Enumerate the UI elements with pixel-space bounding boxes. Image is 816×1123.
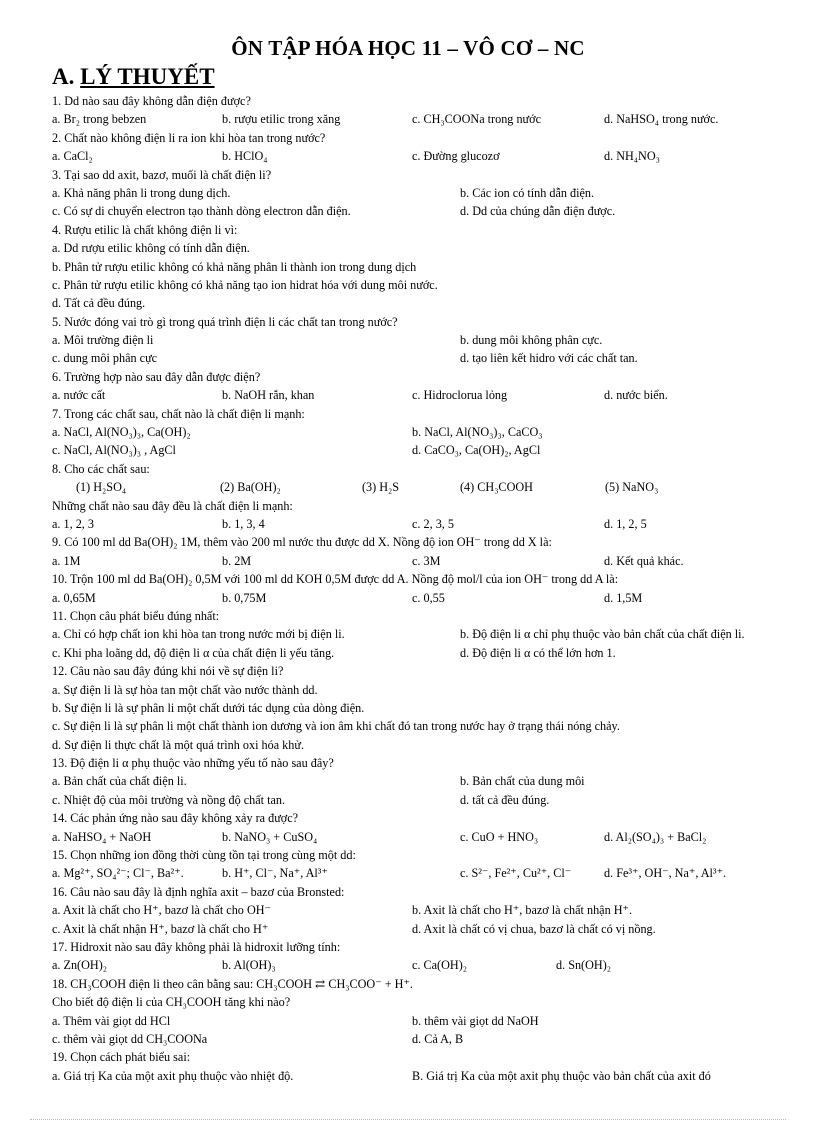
option-left: a. Môi trường điện li [52,333,154,348]
line-text [52,846,797,864]
option-left: a. Chỉ có hợp chất ion khi hòa tan trong nước mới bị điện li. [52,627,345,642]
option-right: d. Độ điện li α có thể lớn hơn 1. [460,645,616,660]
line-half [52,772,797,790]
option-right: b. NaCl, Al(NO₃)₃, CaCO₃ [412,425,543,440]
line-quad [52,589,797,607]
line-text [52,276,797,294]
line-half [52,644,797,662]
line-half [52,184,797,202]
line-text [52,129,797,147]
line-half2 [52,1067,797,1085]
question-line: 17. Hidroxit nào sau đây không phải là hidroxit lưỡng tính: [52,939,341,954]
line-half [52,202,797,220]
line-text [52,681,797,699]
option-right: b. Bản chất của dung môi [460,774,585,789]
question-line: d. Tất cả đều đúng. [52,296,146,311]
question-line: 1. Dd nào sau đây không dẫn điện được? [52,94,251,108]
option-left: a. Khả năng phân li trong dung dịch. [52,185,231,200]
option-a: a. NaHSO₄ + NaOH [52,829,152,844]
option-b: b. NaNO₃ + CuSO₄ [222,829,318,844]
option-right: b. Độ điện li α chỉ phụ thuộc vào bản chất của chất điện li. [460,627,745,642]
option-right: b. Các ion có tính dẫn điện. [460,185,595,200]
option-right: b. Axit là chất cho H⁺, bazơ là chất nhận H⁺. [412,903,632,918]
line-text [52,570,797,588]
option-c: c. CuO + HNO₃ [460,829,539,844]
question-line: 10. Trộn 100 ml dd Ba(OH)₂ 0,5M với 100 ml dd KOH 0,5M được dd A. Nồng độ mol/l của ion OH⁻ trong dd A là: [52,572,619,587]
option-c: c. Đường glucozơ [412,149,500,164]
line-half2 [52,901,797,919]
line-text [52,533,797,551]
option-right: b. thêm vài giọt dd NaOH [412,1013,539,1028]
option-left: a. Axit là chất cho H⁺, bazơ là chất cho OH⁻ [52,903,271,918]
line-half2 [52,423,797,441]
option-left: c. NaCl, Al(NO₃)₃ , AgCl [52,443,176,458]
question-line: 6. Trường hợp nào sau đây dẫn được điện? [52,369,261,384]
line-text [52,736,797,754]
question-line: 13. Độ điện li α phụ thuộc vào những yếu tố nào sau đây? [52,756,334,771]
line-quad [52,110,797,128]
question-line: 18. CH₃COOH điện li theo cân bằng sau: CH₃COOH ⇄ CH₃COO⁻ + H⁺. [52,976,413,991]
option-a: a. CaCl₂ [52,149,93,164]
option-a: a. Zn(OH)₂ [52,958,108,973]
option-b: b. 0,75M [222,590,267,605]
option-d: d. Al₂(SO₄)₃ + BaCl₂ [604,829,707,844]
option-right: B. Giá trị Ka của một axit phụ thuộc vào bản chất của axit đó [412,1068,711,1083]
question-line: c. Phân tử rượu etilic không có khả năng tạo ion hidrat hóa với dung môi nước. [52,277,438,292]
option-a: a. 0,65M [52,590,96,605]
line-text [52,699,797,717]
section-label: LÝ THUYẾT [80,64,215,89]
item-4: (4) CH₃COOH [460,480,533,495]
option-left: c. Khi pha loãng dd, độ điện li α của chất điện li yếu tăng. [52,645,335,660]
option-c: c. 2, 3, 5 [412,516,454,531]
item-2: (2) Ba(OH)₂ [220,480,281,495]
question-line: c. Sự điện li là sự phân li một chất thành ion dương và ion âm khi chất đó tan trong nước hay ở trạng thái nóng chảy. [52,719,620,734]
line-quad [52,147,797,165]
option-right: d. tất cả đều đúng. [460,792,550,807]
section-heading [52,64,215,90]
line-text [52,313,797,331]
option-d: d. Kết quả khác. [604,553,684,568]
question-line: 7. Trong các chất sau, chất nào là chất điện li mạnh: [52,406,305,421]
line-half [52,791,797,809]
option-right: b. dung môi không phân cực. [460,333,603,348]
option-left: a. Thêm vài giọt dd HCl [52,1013,171,1028]
question-line: 15. Chọn những ion đồng thời cùng tồn tại trong cùng một dd: [52,848,356,863]
document-title: ÔN TẬP HÓA HỌC 11 – VÔ CƠ – NC [231,36,585,60]
line-quad [52,515,797,533]
item-5: (5) NaNO₃ [605,480,659,495]
line-half2 [52,441,797,459]
option-a: a. 1, 2, 3 [52,516,94,531]
line-text [52,662,797,680]
question-line: 3. Tại sao dd axit, bazơ, muối là chất điện li? [52,167,272,182]
question-line: 5. Nước đóng vai trò gì trong quá trình điện li các chất tan trong nước? [52,314,398,329]
question-line: d. Sự điện li thực chất là một quá trình oxi hóa khử. [52,737,305,752]
question-line: 4. Rượu etilic là chất không điện li vì: [52,222,238,237]
line-quadc [52,956,797,974]
line-half2 [52,920,797,938]
line-text [52,166,797,184]
question-line: a. Sự điện li là sự hòa tan một chất vào nước thành dd. [52,682,318,697]
option-c: c. 0,55 [412,590,445,605]
option-a: a. Mg²⁺, SO₄²⁻; Cl⁻, Ba²⁺. [52,866,184,881]
line-text [52,809,797,827]
option-d: d. Fe³⁺, OH⁻, Na⁺, Al³⁺. [604,866,727,881]
option-left: a. NaCl, Al(NO₃)₃, Ca(OH)₂ [52,425,191,440]
page-footer-divider [30,1119,786,1120]
question-line: 2. Chất nào không điện li ra ion khi hòa tan trong nước? [52,130,326,145]
line-text [52,1048,797,1066]
option-b: b. Al(OH)₃ [222,958,276,973]
option-d: d. NH₄NO₃ [604,149,660,164]
line-text [52,368,797,386]
item-3: (3) H₂S [362,480,400,495]
line-half [52,349,797,367]
line-text [52,239,797,257]
option-c: c. 3M [412,553,441,568]
option-d: d. Sn(OH)₂ [556,958,612,973]
question-line: 12. Câu nào sau đây đúng khi nói về sự điện li? [52,664,284,679]
option-d: d. 1, 2, 5 [604,516,647,531]
option-d: d. NaHSO₄ trong nước. [604,112,719,127]
question-line: 11. Chọn câu phát biểu đúng nhất: [52,608,220,623]
question-line: Cho biết độ điện li của CH₃COOH tăng khi nào? [52,995,291,1010]
option-right: d. tạo liên kết hidro với các chất tan. [460,351,638,366]
option-b: b. 1, 3, 4 [222,516,265,531]
line-text [52,607,797,625]
section-prefix: A. [52,64,81,89]
line-text [52,405,797,423]
option-c: c. S²⁻, Fe²⁺, Cu²⁺, Cl⁻ [460,866,572,881]
option-right: d. Axit là chất có vị chua, bazơ là chất có vị nồng. [412,921,656,936]
option-b: b. HClO₄ [222,149,268,164]
line-quad [52,552,797,570]
option-c: c. CH₃COONa trong nước [412,112,541,127]
option-c: c. Hidroclorua lỏng [412,388,508,403]
line-half2 [52,1012,797,1030]
option-b: b. 2M [222,553,252,568]
line-text [52,938,797,956]
line-text [52,460,797,478]
option-left: c. thêm vài giọt dd CH₃COONa [52,1031,208,1046]
option-left: c. Có sự di chuyển electron tạo thành dòng electron dẫn điện. [52,204,351,219]
option-left: c. Axit là chất nhận H⁺, bazơ là chất cho H⁺ [52,921,269,936]
line-text [52,993,797,1011]
line-text [52,883,797,901]
line-text [52,294,797,312]
line-half [52,331,797,349]
line-text [52,221,797,239]
line-text [52,975,797,993]
line-text [52,92,797,110]
line-half2 [52,1030,797,1048]
question-line: a. Dd rượu etilic không có tính dẫn điện. [52,241,250,256]
option-right: d. Cả A, B [412,1031,464,1046]
item-1: (1) H₂SO₄ [76,480,127,495]
line-text [52,754,797,772]
option-b: b. rượu etilic trong xăng [222,112,341,127]
line-text [52,717,797,735]
line-half [52,625,797,643]
question-line: 16. Câu nào sau đây là định nghĩa axit – bazơ của Bronsted: [52,884,345,899]
option-d: d. nước biển. [604,388,668,403]
option-a: a. 1M [52,553,81,568]
question-line: Những chất nào sau đây đều là chất điện li mạnh: [52,498,293,513]
line-text [52,497,797,515]
question-line: 8. Cho các chất sau: [52,461,150,476]
option-a: a. nước cất [52,388,106,403]
option-d: d. 1,5M [604,590,643,605]
line-five [52,478,797,496]
option-left: a. Bản chất của chất điện li. [52,774,187,789]
question-list [52,92,797,1085]
line-quadb [52,828,797,846]
question-line: 9. Có 100 ml dd Ba(OH)₂ 1M, thêm vào 200 ml nước thu được dd X. Nồng độ ion OH⁻ trong dd X là: [52,535,552,550]
option-left: c. dung môi phân cực [52,351,158,366]
line-quadb [52,864,797,882]
option-left: c. Nhiệt độ của môi trường và nồng độ chất tan. [52,792,286,807]
question-line: 14. Các phản ứng nào sau đây không xảy ra được? [52,811,299,826]
line-text [52,258,797,276]
question-line: 19. Chọn cách phát biểu sai: [52,1050,191,1065]
option-b: b. NaOH rắn, khan [222,388,315,403]
option-right: d. Dd của chúng dẫn điện được. [460,204,616,219]
line-quad [52,386,797,404]
option-b: b. H⁺, Cl⁻, Na⁺, Al³⁺ [222,866,328,881]
option-a: a. Br₂ trong bebzen [52,112,147,127]
option-left: a. Giá trị Ka của một axit phụ thuộc vào nhiệt độ. [52,1068,294,1083]
option-right: d. CaCO₃, Ca(OH)₂, AgCl [412,443,541,458]
question-line: b. Sự điện li là sự phân li một chất dưới tác dụng của dòng điện. [52,700,365,715]
option-c: c. Ca(OH)₂ [412,958,468,973]
question-line: b. Phân tử rượu etilic không có khả năng phân li thành ion trong dung dịch [52,259,417,274]
